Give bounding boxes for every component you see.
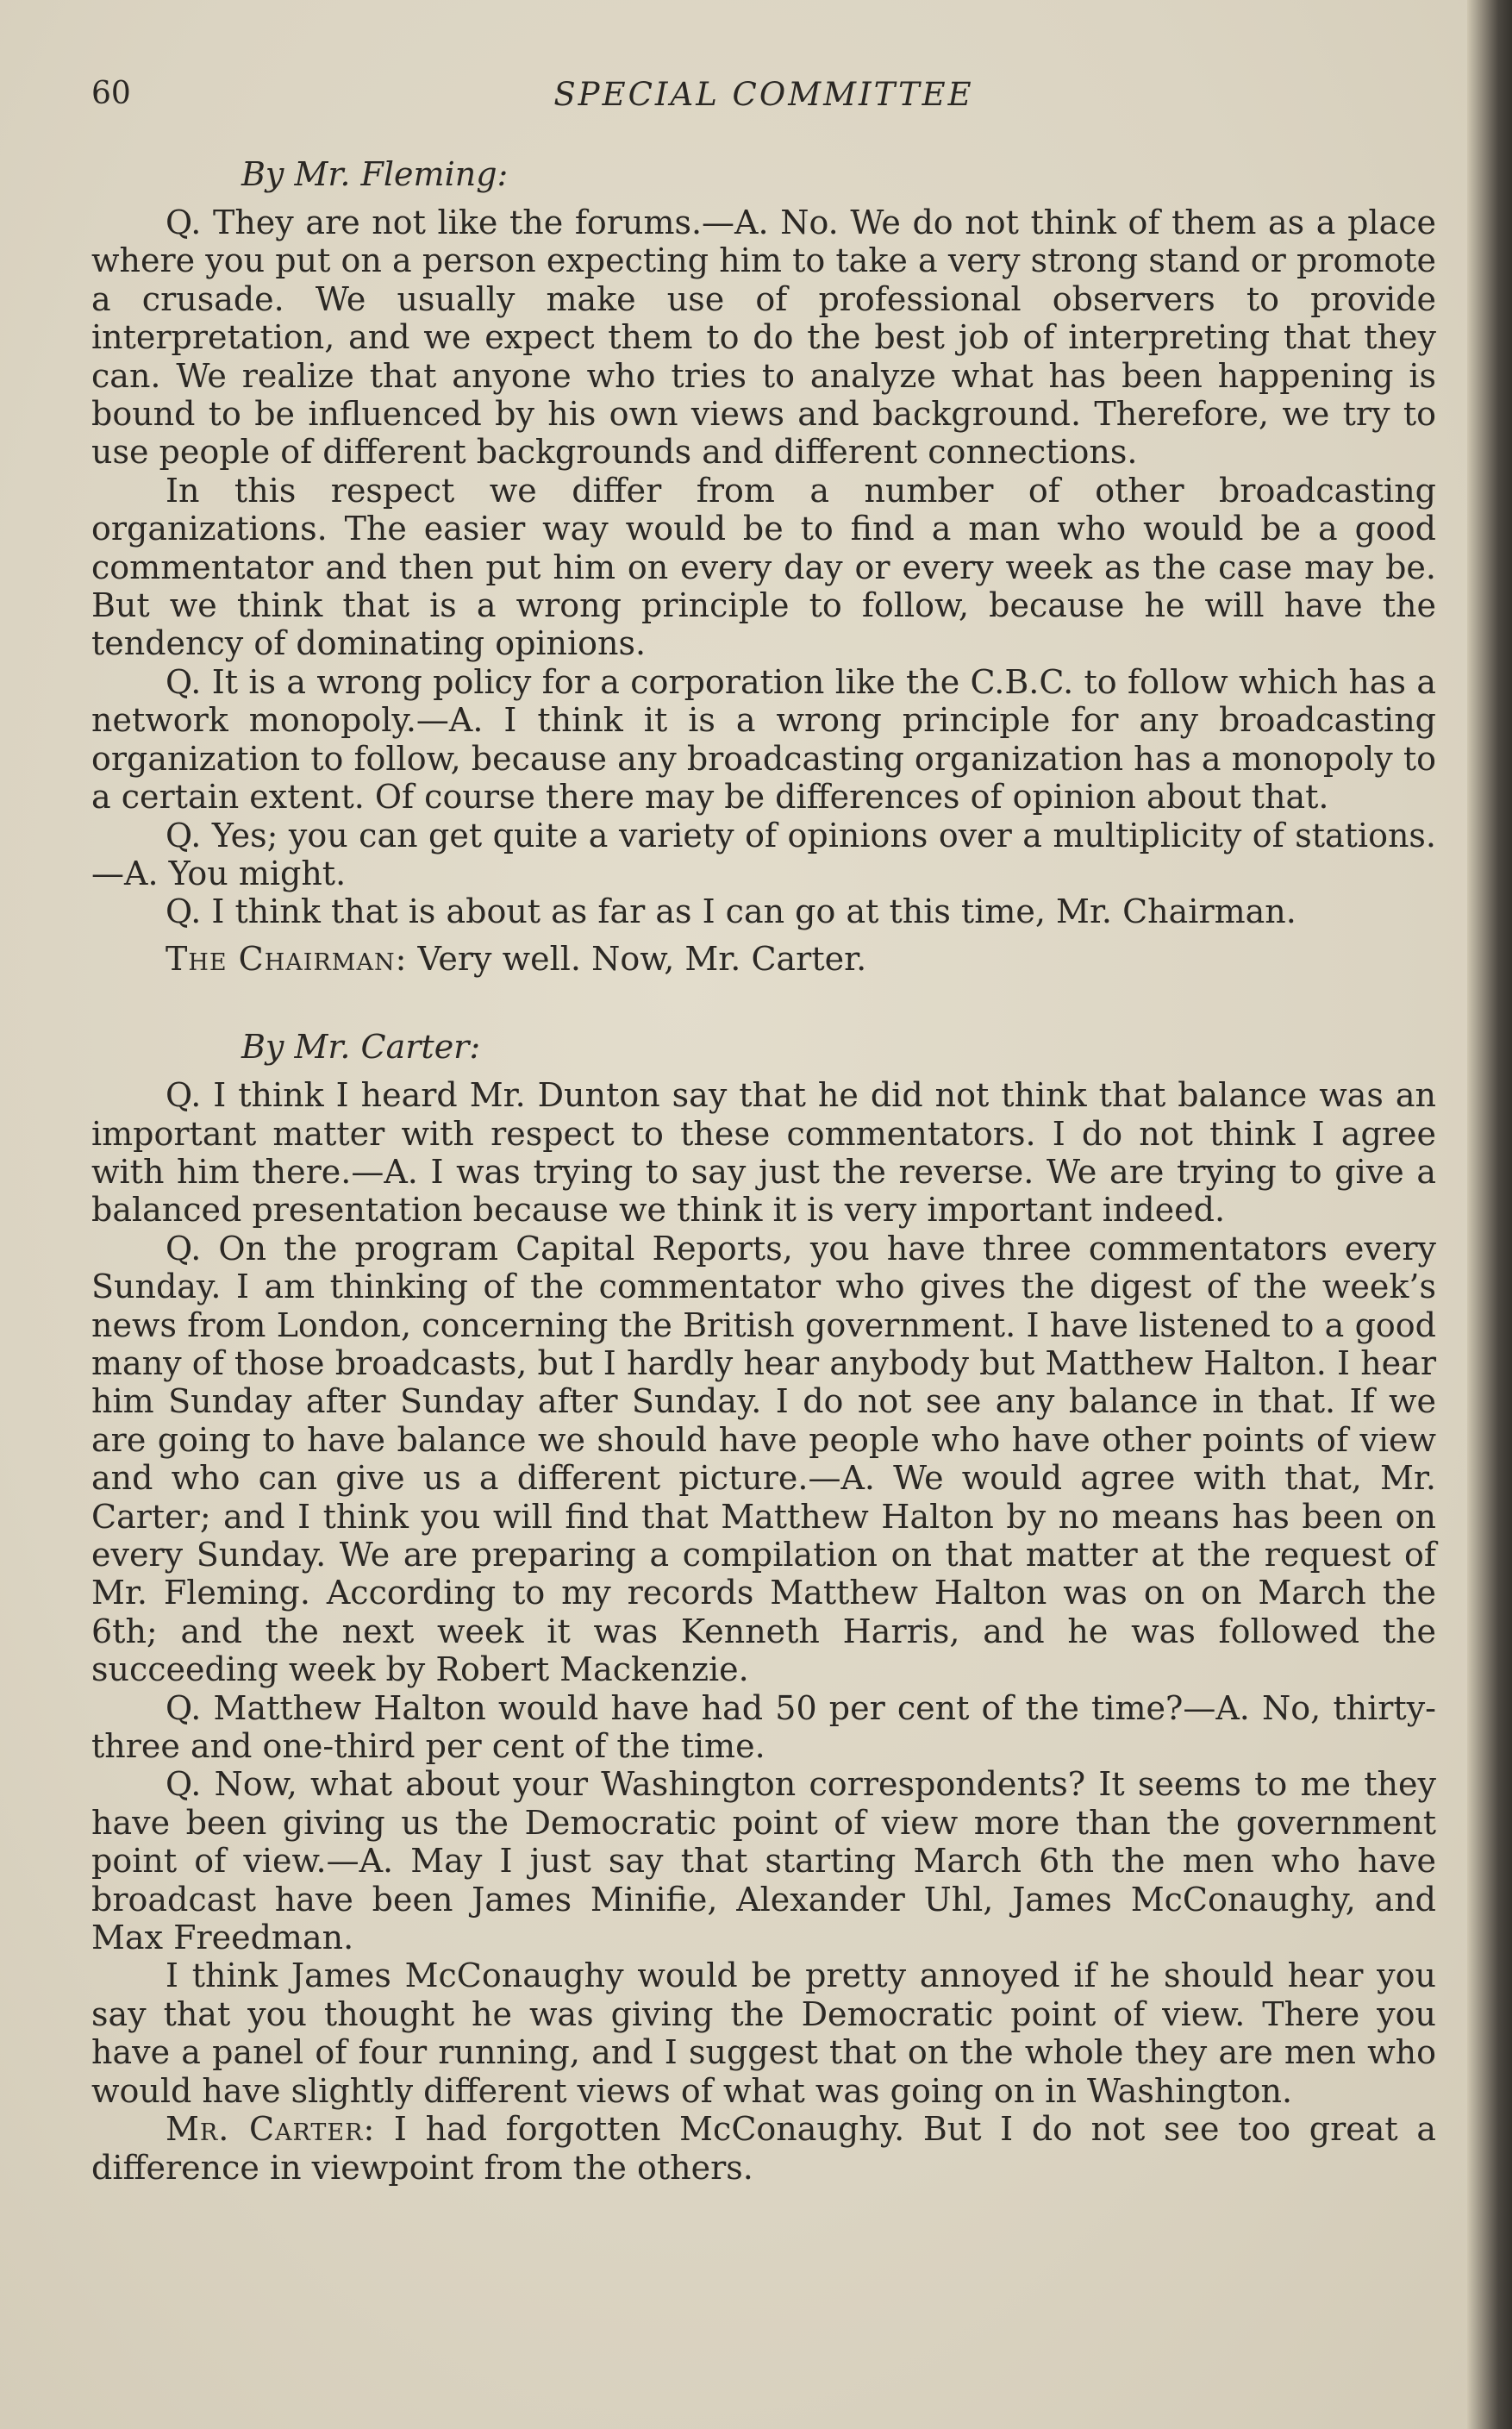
book-spine-shadow bbox=[1467, 0, 1512, 2429]
page-header bbox=[91, 76, 1436, 124]
paragraph: Q. It is a wrong policy for a corporation like the C.B.C. to follow which has a network monopoly.—A. I think it is a wrong principle for any broadcasting organization to follow, because any broadcasting organization has a monopoly to a certain extent. Of course there may be differences of opinion about that. bbox=[91, 662, 1436, 817]
carter-label: Mr. Carter: bbox=[166, 2110, 376, 2149]
chairman-remark bbox=[91, 940, 1436, 978]
paragraph: Q. I think I heard Mr. Dunton say that he did not think that balance was an important matter with respect to these commentators. I do not think I agree with him there.—A. I was trying to say just the reverse. We are trying to give a balanced presentation because we think it is very important indeed. bbox=[91, 1076, 1436, 1230]
paragraph: Q. I think that is about as far as I can go at this time, Mr. Chairman. bbox=[166, 892, 1296, 931]
running-title: SPECIAL COMMITTEE bbox=[553, 76, 974, 113]
paragraph: In this respect we differ from a number of other broadcasting organizations. The easier way would be to find a man who would be a good commentator and then put him on every day or every week as the case may be. But we think that is a wrong principle to follow, because he will have the tendency of dominating opinions. bbox=[91, 471, 1436, 663]
paragraph: Q. Yes; you can get quite a variety of opinions over a multiplicity of stations.—A. You might. bbox=[91, 816, 1436, 892]
paragraph: I think James McConaughy would be pretty annoyed if he should hear you say that you thought he was giving the Democratic point of view. There you have a panel of four running, and I suggest that on the whole they are men who would have slightly different views of what was going on in Washington. bbox=[91, 1956, 1436, 2110]
paragraph: Q. On the program Capital Reports, you have three commentators every Sunday. I am thinking of the commentator who gives the digest of the week’s news from London, concerning the British government. I have listened to a good many of those broadcasts, but I hardly hear anybody but Matthew Halton. I hear him Sunday after Sunday after Sunday. I do not see any balance in that. If we are going to have balance we should have people who have other points of view and who can give us a different picture.—A. We would agree with that, Mr. Carter; and I think you will find that Matthew Halton by no means has been on every Sunday. We are preparing a compilation on that matter at the request of Mr. Fleming. According to my records Matthew Halton was on on March the 6th; and the next week it was Kenneth Harris, and he was followed the succeeding week by Robert Mackenzie. bbox=[91, 1229, 1436, 1689]
chairman-label: The Chairman: bbox=[166, 939, 408, 978]
speaker-heading-fleming: By Mr. Fleming: bbox=[241, 155, 509, 193]
speaker-heading-carter: By Mr. Carter: bbox=[241, 1028, 481, 1067]
paragraph: Q. Now, what about your Washington correspondents? It seems to me they have been giving us the Democratic point of view more than the government point of view.—A. May I just say that starting March 6th the men who have broadcast have been James Minifie, Alexander Uhl, James McConaughy, and Max Freedman. bbox=[91, 1765, 1436, 1957]
transcript-body bbox=[91, 155, 1436, 2187]
carter-text: I had forgotten McConaughy. But I do not see too great a difference in viewpoint from the others. bbox=[91, 2110, 1436, 2187]
page-number: 60 bbox=[91, 76, 131, 111]
chairman-text: Very well. Now, Mr. Carter. bbox=[407, 939, 867, 978]
paragraph: Q. They are not like the forums.—A. No. We do not think of them as a place where you put on a person expecting him to take a very strong stand or promote a crusade. We usually make use of professional observers to provide interpretation, and we expect them to do the best job of interpreting that they can. We realize that anyone who tries to analyze what has been happening is bound to be influenced by his own views and background. Therefore, we try to use people of different backgrounds and different connections. bbox=[91, 203, 1436, 472]
carter-remark bbox=[91, 2110, 1436, 2187]
paragraph: Q. Matthew Halton would have had 50 per cent of the time?—A. No, thirty-three and one-third per cent of the time. bbox=[91, 1688, 1436, 1766]
